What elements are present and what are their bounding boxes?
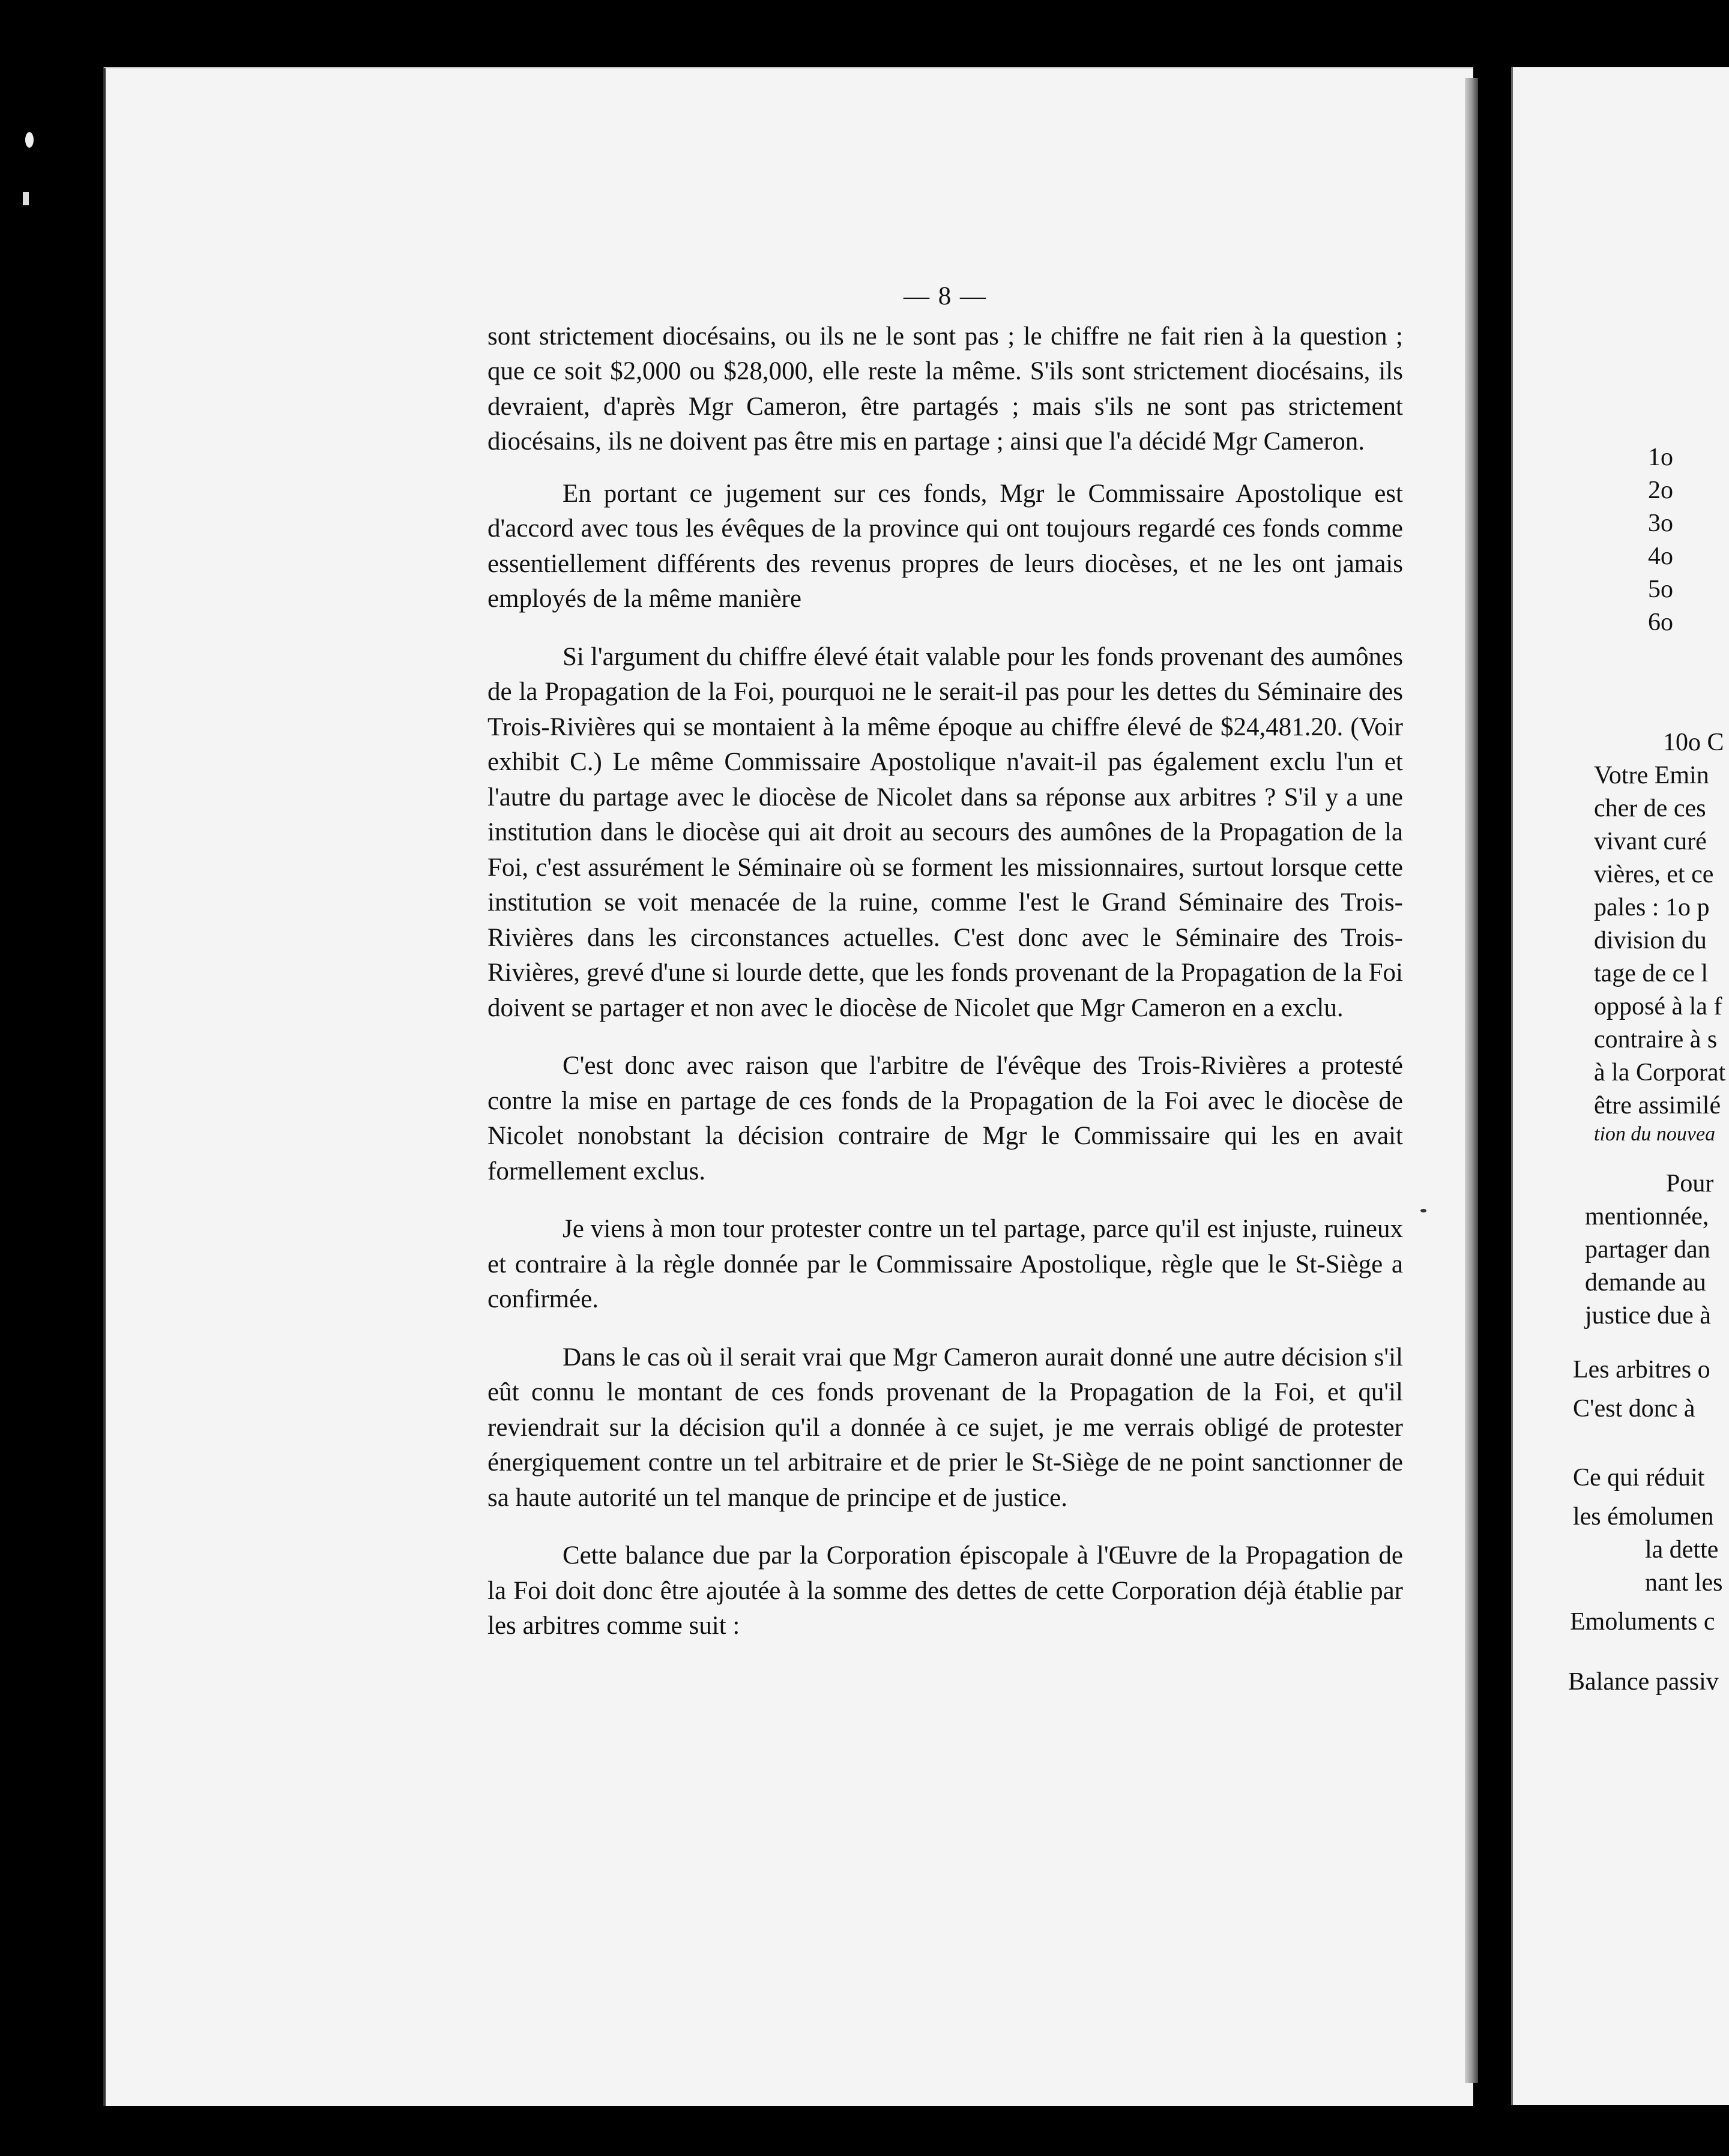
scan-artifact [1420,1209,1426,1212]
scan-artifact [25,132,34,148]
right-fragment: cher de ces [1594,795,1706,822]
right-fragment: Votre Emin [1594,762,1709,789]
paragraph: C'est donc avec raison que l'arbitre de l'évêque des Trois-Rivières a protesté contre la mise en partage de ces fonds de la Propagation de la Foi avec le diocèse de Nicolet nonobstant la décision contraire de Mgr le Commissaire qui les en avait formellement exclus. [487,1052,1403,1185]
paragraph: sont strictement diocésains, ou ils ne le sont pas ; le chiffre ne fait rien à la question ; que ce soit $2,000 ou $28,000, elle reste la même. S'ils sont strictement diocésains, ils devraient, d'après Mgr Cameron, être partagés ; mais s'ils ne sont pas strictement diocésains, ils ne doivent pas être mis en partage ; ainsi que l'a décidé Mgr Cameron. [487,322,1403,456]
right-fragment: nant les [1645,1569,1723,1597]
page-edge [1465,78,1478,2083]
right-fragment: 5o [1648,576,1673,603]
right-fragment: vières, et ce [1594,861,1714,888]
paragraph: Je viens à mon tour protester contre un tel partage, parce qu'il est injuste, ruineux et contraire à la règle donnée par le Commissaire Apostolique, règle que le St-Siège a confirmée. [487,1215,1403,1313]
right-fragment: Pour [1666,1170,1714,1197]
right-fragment: à la Corporat [1594,1059,1726,1086]
right-fragment: mentionnée, [1585,1203,1709,1230]
right-fragment: 2o [1648,477,1673,504]
right-fragment: la dette [1645,1536,1719,1564]
right-fragment: division du [1594,927,1707,954]
page-body [487,279,1403,1667]
right-fragment: Balance passiv [1568,1668,1719,1696]
right-fragment: tion du nouvea [1594,1123,1716,1145]
paragraph: Dans le cas où il serait vrai que Mgr Cameron aurait donné une autre décision s'il eût connu le montant de ces fonds provenant de la Propagation de la Foi, et qu'il reviendrait sur la décision qu'il a donnée à ce sujet, je me verrais obligé de protester énergiquement contre un tel arbitraire et de prier le St-Siège de ne point sanctionner de sa haute autorité un tel manque de principe et de justice. [487,1343,1403,1512]
right-fragment: partager dan [1585,1236,1710,1263]
right-fragment: 6o [1648,609,1673,636]
right-fragment: 4o [1648,543,1673,570]
right-fragment: 10o C [1663,729,1724,756]
right-fragment: opposé à la f [1594,993,1722,1020]
paragraph: Cette balance due par la Corporation épiscopale à l'Œuvre de la Propagation de la Foi doit donc être ajoutée à la somme des dettes de cette Corporation déjà établie par les arbitres comme suit : [487,1541,1403,1640]
page-number: — 8 — [904,282,987,310]
right-fragment: C'est donc à [1573,1395,1695,1423]
right-fragment: Ce qui réduit [1573,1464,1705,1492]
right-fragment: Les arbitres o [1573,1356,1710,1384]
paragraph: En portant ce jugement sur ces fonds, Mgr le Commissaire Apostolique est d'accord avec tous les évêques de la province qui ont toujours regardé ces fonds comme essentiellement différents des revenus propres de leurs diocèses, et ne les ont jamais employés de la même manière [487,479,1403,613]
right-fragment: pales : 1o p [1594,894,1710,921]
right-fragment: contraire à s [1594,1026,1718,1053]
right-fragment: vivant curé [1594,828,1707,855]
right-fragment: les émolumen [1573,1503,1714,1531]
right-fragment: être assimilé [1594,1092,1721,1119]
scan-artifact [23,192,29,205]
right-fragment: tage de ce l [1594,960,1709,987]
right-fragment: justice due à [1585,1302,1711,1329]
paragraph: Si l'argument du chiffre élevé était valable pour les fonds provenant des aumônes de la Propagation de la Foi, pourquoi ne le serait-il pas pour les dettes du Séminaire des Trois-Rivières qui se montaient à la même époque au chiffre élevé de $24,481.20. (Voir exhibit C.) Le même Commissaire Apostolique n'avait-il pas également exclu l'un et l'autre du partage avec le diocèse de Nicolet dans sa réponse aux arbitres ? S'il y a une institution dans le diocèse qui ait droit au secours des aumônes de la Propagation de la Foi, c'est assurément le Séminaire où se forment les missionnaires, surtout lorsque cette institution se voit menacée de la ruine, comme l'est le Grand Séminaire des Trois-Rivières dans les circonstances actuelles. C'est donc avec le Séminaire des Trois-Rivières, grevé d'une si lourde dette, que les fonds provenant de la Propagation de la Foi doivent se partager et non avec le diocèse de Nicolet que Mgr Cameron en a exclu. [487,642,1403,1022]
right-fragment: 1o [1648,444,1673,471]
right-fragment: Emoluments c [1570,1608,1715,1636]
right-fragment: 3o [1648,510,1673,537]
right-fragment: demande au [1585,1269,1706,1296]
